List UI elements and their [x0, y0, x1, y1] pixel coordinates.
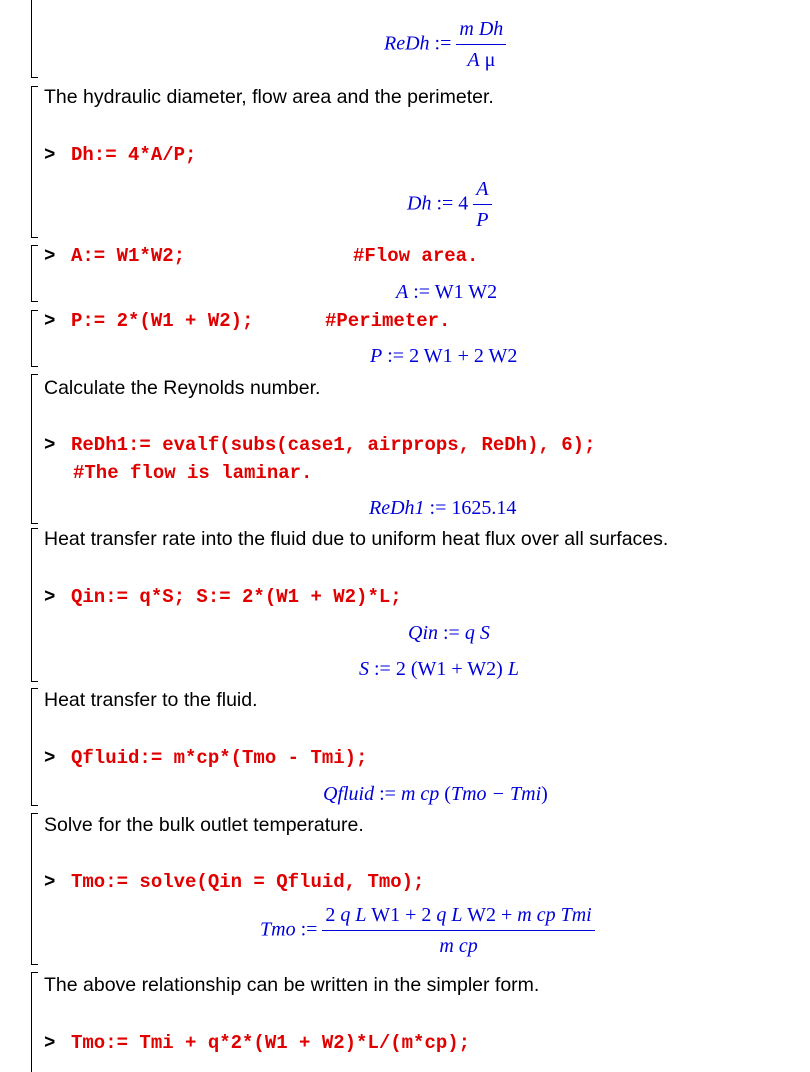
- math-assign: :=: [413, 281, 431, 303]
- math-lhs: S: [359, 658, 369, 680]
- fraction-denominator: m cp: [439, 935, 478, 957]
- group-bracket: [31, 374, 38, 524]
- math-output-qin: [408, 622, 490, 645]
- math-output-redh1: [369, 497, 516, 520]
- math-rhs: W1 W2: [434, 281, 498, 303]
- fraction-denominator: P: [476, 209, 489, 231]
- math-assign: :=: [300, 918, 318, 941]
- group-bracket: [31, 0, 38, 78]
- math-rhs: q S: [464, 622, 490, 644]
- mu-symbol: μ: [484, 49, 496, 71]
- math-lhs: P: [370, 345, 383, 367]
- fraction-denominator: A: [467, 49, 480, 71]
- math-coefficient: 4: [458, 192, 469, 215]
- math-lhs: Dh: [407, 192, 432, 215]
- input-prompt: >: [44, 434, 56, 456]
- math-rhs: Tmo − Tmi: [450, 783, 542, 805]
- math-rhs: m cp: [400, 783, 440, 805]
- group-bracket: [31, 310, 38, 367]
- code-input[interactable]: Dh:= 4*A/P;: [71, 144, 197, 166]
- math-term: W2 +: [467, 904, 513, 926]
- math-assign: :=: [443, 622, 460, 644]
- prose-text: Heat transfer rate into the fluid due to uniform heat flux over all surfaces.: [44, 528, 669, 550]
- code-comment: #Flow area.: [353, 245, 479, 267]
- group-bracket: [31, 528, 38, 682]
- prose-text: Calculate the Reynolds number.: [44, 377, 321, 399]
- input-prompt: >: [44, 310, 56, 332]
- prose-text: The above relationship can be written in the simpler form.: [44, 974, 540, 996]
- code-input[interactable]: P:= 2*(W1 + W2);: [71, 310, 254, 332]
- input-prompt: >: [44, 871, 56, 893]
- group-bracket: [31, 86, 38, 238]
- math-output-redh: [384, 18, 506, 72]
- prose-text: Heat transfer to the fluid.: [44, 689, 258, 711]
- math-lhs: ReDh: [384, 32, 430, 55]
- prose-text: The hydraulic diameter, flow area and the perimeter.: [44, 86, 494, 108]
- math-assign: :=: [436, 192, 454, 215]
- math-term: W1 + 2: [371, 904, 432, 926]
- math-paren: ): [541, 783, 548, 805]
- math-assign: :=: [429, 497, 447, 519]
- input-prompt: >: [44, 245, 56, 267]
- fraction-numerator: m Dh: [456, 18, 506, 45]
- math-term: q L: [436, 904, 463, 926]
- code-comment: #The flow is laminar.: [73, 462, 313, 484]
- group-bracket: [31, 972, 38, 1072]
- code-comment: #Perimeter.: [325, 310, 451, 332]
- math-assign: :=: [374, 658, 391, 680]
- math-term: 2: [325, 904, 336, 926]
- math-fraction: [456, 18, 506, 72]
- math-assign: :=: [379, 783, 396, 805]
- input-prompt: >: [44, 1032, 56, 1054]
- math-lhs: ReDh1: [369, 497, 425, 519]
- code-input[interactable]: A:= W1*W2;: [71, 245, 186, 267]
- math-output-a: [396, 281, 497, 304]
- math-rhs: L: [507, 658, 519, 680]
- code-input[interactable]: Tmo:= solve(Qin = Qfluid, Tmo);: [71, 871, 425, 893]
- math-lhs: Tmo: [260, 918, 296, 941]
- fraction-numerator: A: [473, 178, 491, 205]
- math-term: m cp Tmi: [517, 904, 592, 926]
- code-input[interactable]: Qin:= q*S; S:= 2*(W1 + W2)*L;: [71, 586, 402, 608]
- math-assign: :=: [387, 345, 405, 367]
- math-paren: (: [444, 783, 451, 805]
- math-rhs: 1625.14: [451, 497, 517, 519]
- code-input[interactable]: ReDh1:= evalf(subs(case1, airprops, ReDh), 6);: [71, 434, 596, 456]
- input-prompt: >: [44, 747, 56, 769]
- math-rhs: 2 (W1 + W2): [395, 658, 503, 680]
- math-lhs: Qin: [408, 622, 438, 644]
- group-bracket: [31, 688, 38, 806]
- math-output-qfluid: [323, 783, 548, 806]
- math-fraction: [473, 178, 491, 232]
- math-output-dh: [407, 178, 492, 232]
- prose-text: Solve for the bulk outlet temperature.: [44, 814, 364, 836]
- math-fraction: [322, 904, 594, 958]
- math-term: q L: [340, 904, 367, 926]
- math-output-p: [370, 345, 517, 368]
- fraction-numerator: [322, 904, 594, 931]
- math-assign: :=: [434, 32, 452, 55]
- group-bracket: [31, 245, 38, 302]
- math-output-s: [359, 658, 519, 681]
- math-output-tmo: [260, 904, 595, 958]
- math-lhs: Qfluid: [323, 783, 375, 805]
- code-input[interactable]: Qfluid:= m*cp*(Tmo - Tmi);: [71, 747, 368, 769]
- group-bracket: [31, 813, 38, 965]
- input-prompt: >: [44, 586, 56, 608]
- code-input[interactable]: Tmo:= Tmi + q*2*(W1 + W2)*L/(m*cp);: [71, 1032, 471, 1054]
- input-prompt: >: [44, 144, 56, 166]
- math-rhs: 2 W1 + 2 W2: [409, 345, 518, 367]
- math-lhs: A: [396, 281, 409, 303]
